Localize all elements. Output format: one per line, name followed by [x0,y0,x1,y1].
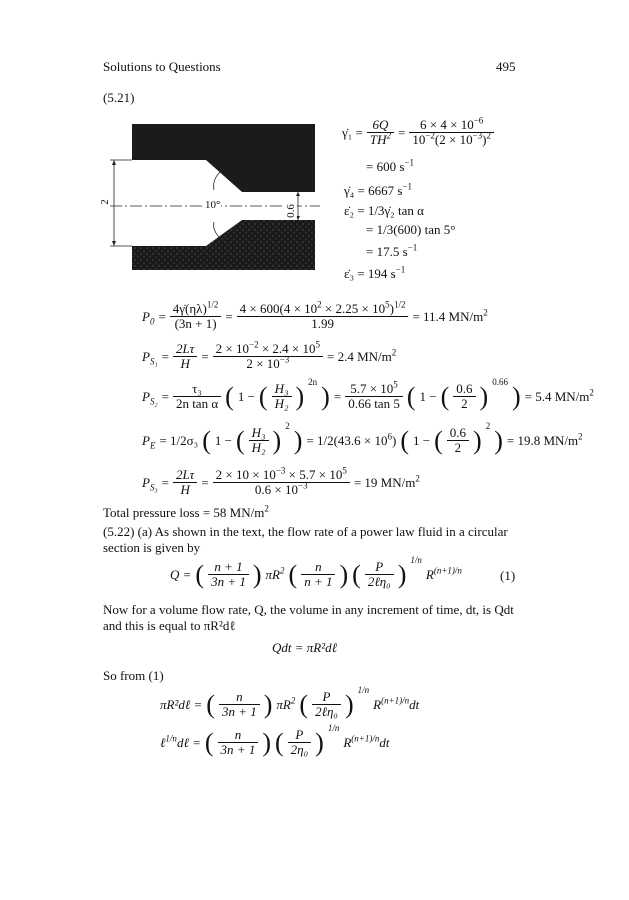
flow-rate-equation-1: Q = ( $\frac{n + 1}{3n + 1}$ ) $\pi R^2$ ( $\frac{n}{n + 1}$ ) ( $\frac{P}{\text{2ℓη₀}}$ ) 1/n $R^{(n+1)/n}$ [170,555,462,589]
running-title: Solutions to Questions [103,59,221,74]
p0-equation: $P_0$ = $\frac{4\gammȧ(\eta\lambda)^{1/2}}{(3n + 1)}$ = $\frac{4 \times 600(4 \times 10^2 \times 2.25 \times 10^5)^{1/2}}{1.99}$ = 11.4 $MN/m^2$ [142,299,488,331]
flow-equation-3: ℓ$^{1/n}$dℓ = ( $\frac{n}{3n + 1}$ ) ( $\frac{P}{\text{2η₀}}$ ) 1/n $R^{(n+1)/n}dt$ [160,723,390,757]
volume-equation: Qdt = πR²dℓ [272,640,338,655]
equation-number: (1) [500,568,516,583]
epsilon3-result: ε̇₃ = 194 $s^{-1}$ [344,264,406,281]
q522-text2: Now for a volume flow rate, Q, the volume in any increment of time, dt, is Qdt and this is equal to πR²dℓ [103,602,514,633]
pe-equation: $P_E$ = 1/2σ₃ ( 1 − ( $\frac{\text{H₃}}{\text{H₂}}$ ) 2 ) = $1/2(43.6 \times 10^6)$ ( 1 − ( $\frac{0.6}{2}$ ) 2 ) = 19.8 $MN/m^2$ [142,421,583,455]
lower-die-block [132,220,315,270]
dim-right-label: 0.6 [284,204,297,218]
ps2-equation: $P_{S_2}$ = $\frac{\text{τ₃}}{\text{2n tan α}}$ ( 1 − ( $\frac{\text{H₃}}{\text{H₂}}$ ) 2n ) = $\frac{5.7 \times 10^5}{0.66 \tan 5}$ ( 1 − ( $\frac{0.6}{2}$ ) 0.66 ) = 5.4 $MN/m^2$ [142,377,594,411]
dim-left-label: 2 [98,199,111,205]
gamma4-result: γ̇₄ = 6667 $s^{-1}$ [344,181,412,198]
q522-intro: (5.22) (a) As shown in the text, the flow rate of a power law fluid in a circular section is given by [103,524,508,555]
question-label: (5.21) [103,90,135,105]
gamma1-result: = 600 $s^{-1}$ [366,157,414,174]
epsilon2-result: = 17.5 $s^{-1}$ [366,242,418,259]
gamma1-equation: γ̇₁ = $\frac{6Q}{TH^2}$ = $\frac{6 \times 4 \times 10^{-6}}{10^{-2}(2 \times 10^{-3})^2}$ [342,118,494,147]
ps1-equation: $P_{S_1}$ = $\frac{2L\tau}{H}$ = $\frac{2 \times 10^{-2} \times 2.4 \times 10^5}{2 \times 10^{-3}}$ = 2.4 $MN/m^2$ [142,339,397,371]
epsilon2-equation: ε̇₂ = 1/3γ̇₂ tan α [344,203,424,218]
epsilon2-substitution: = 1/3(600) tan 5° [366,222,456,237]
so-from-text: So from (1) [103,668,164,683]
flow-equation-2: πR²dℓ = ( $\frac{n}{3n + 1}$ ) $\pi R^2$ ( $\frac{P}{\text{2ℓη₀}}$ ) 1/n $R^{(n+1)/n}dt$ [160,685,420,719]
ps3-equation: $P_{S_3}$ = $\frac{2L\tau}{H}$ = $\frac{2 \times 10 \times 10^{-3} \times 5.7 \times 10^5}{0.6 \times 10^{-3}}$ = 19 $MN/m^2$ [142,465,420,497]
angle-label: 10° [205,199,221,211]
upper-die-block [132,124,315,192]
page-number: 495 [496,59,516,74]
total-pressure-loss: Total pressure loss = 58 $MN/m^2$ [103,503,269,520]
